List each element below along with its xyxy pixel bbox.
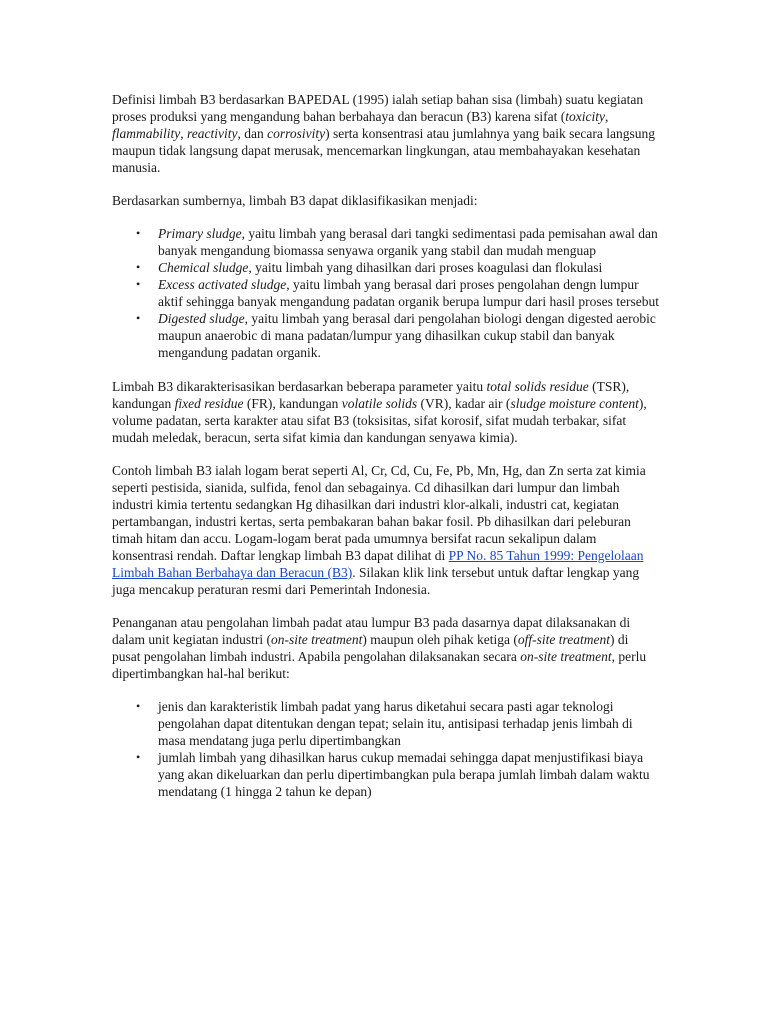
list-item: [136, 259, 660, 276]
paragraph-examples: Contoh limbah B3 ialah logam berat seperti Al, Cr, Cd, Cu, Fe, Pb, Mn, Hg, dan Zn serta zat kimia seperti pestisida, sianida, sulfida, fenol dan sebagainya. Cd dihasilkan dari lumpur dan limbah industri kimia tertentu sedangkan Hg dihasilkan dari industri klor-alkali, industri cat, kegiatan pertambangan, industri kertas, serta pembakaran bahan bakar fosil. Pb dihasilkan dari peleburan timah hitam dan accu. Logam-logam berat pada umumnya bersifat racun sekalipun dalam konsentrasi rendah. Daftar lengkap limbah B3 dapat dilihat di PP No. 85 Tahun 1999: Pengelolaan Limbah Bahan Berbahaya dan Beracun (B3). Silakan klik link tersebut untuk daftar lengkap yang juga mencakup peraturan resmi dari Pemerintah Indonesia.: [112, 463, 646, 597]
paragraph-characterization: Limbah B3 dikarakterisasikan berdasarkan beberapa parameter yaitu total solids residue (TSR), kandungan fixed residue (FR), kandungan volatile solids (VR), kadar air (sludge moisture content), volume padatan, serta karakter atau sifat B3 (toksisitas, sifat korosif, sifat mudah terbakar, sifat mudah meledak, beracun, serta sifat kimia dan kandungan senyawa kimia).: [112, 379, 647, 445]
term-tsr: total solids residue: [486, 379, 589, 394]
bullet-icon: •: [136, 226, 141, 240]
term-vr: volatile solids: [341, 396, 418, 411]
term-smc: sludge moisture content: [510, 396, 639, 411]
list-item-text: , yaitu limbah yang berasal dari tangki sedimentasi pada pemisahan awal dan banyak mengandung biomassa senyawa organik yang stabil dan mudah menguap: [158, 226, 658, 258]
bullet-icon: •: [136, 311, 141, 325]
list-item: [136, 225, 660, 259]
paragraph-definition: Definisi limbah B3 berdasarkan BAPEDAL (1995) ialah setiap bahan sisa (limbah) suatu kegiatan proses produksi yang mengandung bahan berbahaya dan beracun (B3) karena sifat (toxicity, flammability, reactivity, dan corrosivity) serta konsentrasi atau jumlahnya yang baik secara langsung maupun tidak langsung dapat merusak, mencemarkan lingkungan, atau membahayakan kesehatan manusia.: [112, 92, 655, 175]
list-item-term: Digested sludge: [158, 311, 245, 326]
bullet-icon: •: [136, 260, 141, 274]
term-onsite: on-site treatment: [520, 649, 612, 664]
term-corrosivity: corrosivity: [267, 126, 326, 141]
sludge-type-list: [112, 225, 660, 361]
bullet-icon: •: [136, 750, 141, 764]
bullet-icon: •: [136, 277, 141, 291]
list-item: [136, 276, 660, 310]
list-item-term: Excess activated sludge: [158, 277, 287, 292]
term-fr: fixed residue: [174, 396, 244, 411]
list-item-text: , yaitu limbah yang dihasilkan dari proses koagulasi dan flokulasi: [248, 260, 603, 275]
list-item-text: , yaitu limbah yang berasal dari pengolahan biologi dengan digested aerobic maupun anaerobic di mana padatan/lumpur yang dihasilkan cukup stabil dan banyak mengandung padatan organik.: [158, 311, 656, 360]
term-toxicity: toxicity: [565, 109, 605, 124]
term-onsite: on-site treatment: [270, 632, 363, 647]
document-page: [112, 91, 660, 817]
list-item-text: jenis dan karakteristik limbah padat yang harus diketahui secara pasti agar teknologi pengolahan dapat ditentukan dengan tepat; selain itu, antisipasi terhadap jenis limbah di masa mendatang juga perlu dipertimbangkan: [158, 699, 633, 748]
list-item-term: Primary sludge: [158, 226, 242, 241]
paragraph-treatment: Penanganan atau pengolahan limbah padat atau lumpur B3 pada dasarnya dapat dilaksanakan di dalam unit kegiatan industri (on-site treatment) maupun oleh pihak ketiga (off-site treatment) di pusat pengolahan limbah industri. Apabila pengolahan dilaksanakan secara on-site treatment, perlu dipertimbangkan hal-hal berikut:: [112, 615, 647, 681]
list-item: [136, 310, 660, 361]
list-item-term: Chemical sludge: [158, 260, 249, 275]
term-offsite: off-site treatment: [517, 632, 611, 647]
list-item-text: jumlah limbah yang dihasilkan harus cukup memadai sehingga dapat menjustifikasi biaya yang akan dikeluarkan dan perlu dipertimbangkan pula berapa jumlah limbah dalam waktu mendatang (1 hingga 2 tahun ke depan): [158, 750, 650, 799]
term-reactivity: reactivity: [187, 126, 238, 141]
term-flammability: flammability: [112, 126, 181, 141]
list-item: [136, 749, 660, 800]
list-item: [136, 698, 660, 749]
paragraph-classification-intro: Berdasarkan sumbernya, limbah B3 dapat diklasifikasikan menjadi:: [112, 193, 478, 208]
pp-85-1999-link[interactable]: PP No. 85 Tahun 1999: Pengelolaan Limbah Bahan Berbahaya dan Beracun (B3): [112, 548, 644, 580]
consideration-list: [112, 698, 660, 800]
list-item-text: , yaitu limbah yang berasal dari proses pengolahan dengn lumpur aktif sehingga banyak mengandung padatan organik berupa lumpur dari hasil proses tersebut: [158, 277, 659, 309]
bullet-icon: •: [136, 699, 141, 713]
